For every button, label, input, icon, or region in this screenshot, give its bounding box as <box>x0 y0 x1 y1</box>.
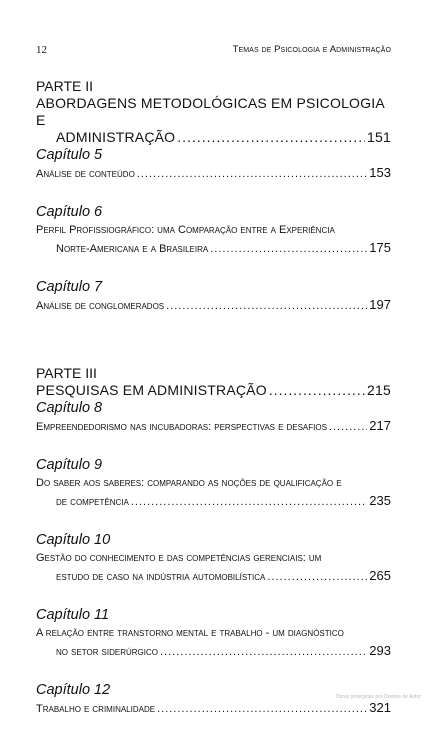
chapter-title: Gestão do conhecimento e das competências gerenciais: um <box>36 552 322 564</box>
dot-leader <box>269 382 365 399</box>
chapter-title: Empreendedorismo nas incubadoras: perspectivas e desafios <box>36 421 327 433</box>
chapter-title: Análise de conteúdo <box>36 168 135 180</box>
dot-leader <box>267 568 367 586</box>
page-header <box>36 44 391 58</box>
page-ref: 153 <box>369 165 391 180</box>
running-head: Temas de Psicologia e Administração <box>232 44 391 55</box>
page-ref: 217 <box>369 418 391 433</box>
chapter-label: Capítulo 7 <box>36 279 103 295</box>
part-3 <box>36 365 391 399</box>
chapter-title-row <box>36 417 391 436</box>
chapter-title-row <box>36 164 391 183</box>
chapter-label: Capítulo 8 <box>36 400 103 416</box>
chapter-label: Capítulo 9 <box>36 457 103 473</box>
dot-leader <box>160 643 367 661</box>
part-label: PARTE II <box>36 78 94 94</box>
chapter-title: Perfil Profissiográfico: uma Comparação entre a Experiência <box>36 224 335 236</box>
chapter-title-row <box>36 492 391 511</box>
chapter-label: Capítulo 10 <box>36 532 111 548</box>
chapter-8[interactable] <box>36 399 391 436</box>
chapter-title: Do saber aos saberes: comparando as noções de qualificação e <box>36 477 342 489</box>
part-title: PESQUISAS EM ADMINISTRAÇÃO <box>36 382 267 398</box>
chapter-9[interactable] <box>36 456 391 511</box>
chapter-title: Trabalho e criminalidade <box>36 703 156 715</box>
part-2 <box>36 78 391 146</box>
page-number: 12 <box>36 44 47 56</box>
part-title-row[interactable] <box>36 382 391 399</box>
table-of-contents <box>36 78 391 738</box>
chapter-title: A relação entre transtorno mental e trabalho - um diagnóstico <box>36 627 344 639</box>
dot-leader <box>329 418 367 436</box>
part-title-row[interactable] <box>36 129 391 146</box>
chapter-label: Capítulo 12 <box>36 682 111 698</box>
chapter-title-cont: estudo de caso na indústria automobilística <box>56 571 266 583</box>
chapter-title-cont: de competência <box>56 496 129 508</box>
page-ref: 215 <box>367 382 391 398</box>
chapter-6[interactable] <box>36 203 391 258</box>
chapter-label: Capítulo 6 <box>36 204 103 220</box>
page-ref: 293 <box>369 643 391 658</box>
dot-leader <box>157 700 367 718</box>
chapter-label: Capítulo 5 <box>36 147 103 163</box>
page-ref: 321 <box>369 700 391 715</box>
dot-leader <box>177 129 365 146</box>
chapter-title-cont: Norte-Americana e a Brasileira <box>56 243 209 255</box>
chapter-label: Capítulo 11 <box>36 607 110 623</box>
dot-leader <box>131 493 367 511</box>
chapter-5[interactable] <box>36 146 391 183</box>
page-ref: 197 <box>369 297 391 312</box>
chapter-title: Análise de conglomerados <box>36 300 165 312</box>
copyright-watermark: Obras protegidas por Direitos de Autor <box>335 694 421 700</box>
chapter-title-row <box>36 296 391 315</box>
chapter-title-row <box>36 567 391 586</box>
chapter-11[interactable] <box>36 606 391 661</box>
part-title: ADMINISTRAÇÃO <box>56 129 176 145</box>
page-ref: 265 <box>369 568 391 583</box>
page-ref: 175 <box>369 240 391 255</box>
dot-leader <box>210 240 367 258</box>
page-ref: 235 <box>369 493 391 508</box>
part-label: PARTE III <box>36 365 97 381</box>
chapter-10[interactable] <box>36 531 391 586</box>
page-ref: 151 <box>367 129 391 145</box>
dot-leader <box>137 165 368 183</box>
chapter-title-row <box>36 239 391 258</box>
chapter-title-cont: no setor siderúrgico <box>56 646 158 658</box>
part-title-line: ABORDAGENS METODOLÓGICAS EM PSICOLOGIA E <box>36 95 385 128</box>
chapter-7[interactable] <box>36 278 391 315</box>
chapter-title-row <box>36 642 391 661</box>
dot-leader <box>166 297 367 315</box>
part-spacer <box>36 335 391 365</box>
